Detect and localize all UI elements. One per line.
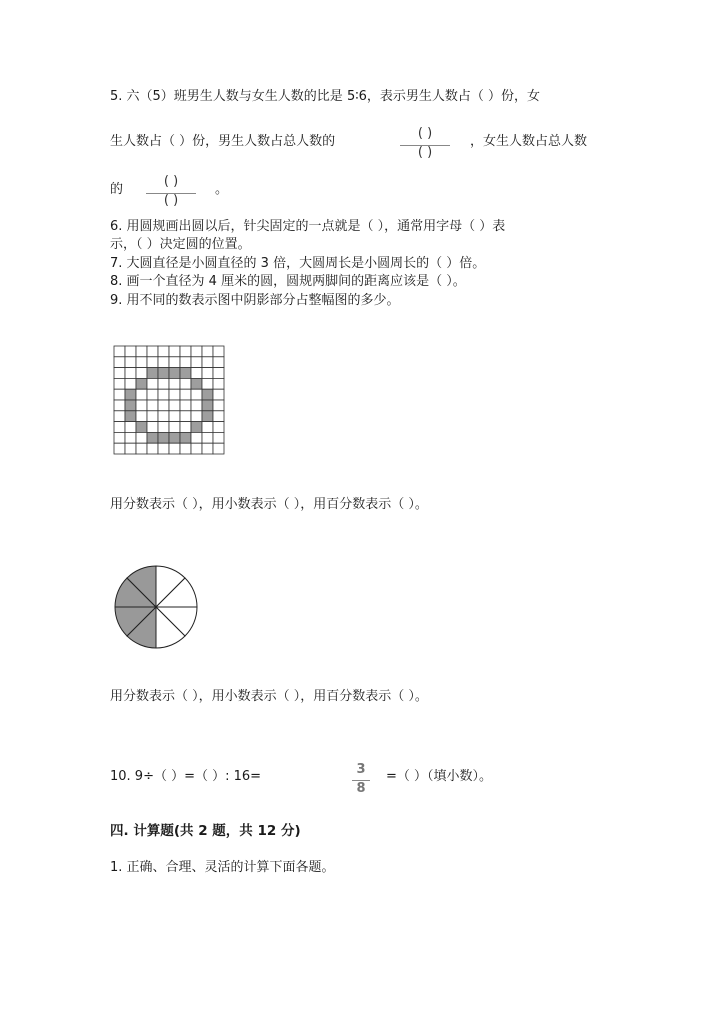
grid-cell-shaded [180, 368, 191, 379]
grid-cell-shaded [180, 432, 191, 443]
grid-cell [125, 346, 136, 357]
grid-cell-shaded [125, 411, 136, 422]
grid-cell [213, 368, 224, 379]
q6-line2: 示，（ ）决定圆的位置。 [110, 237, 251, 252]
grid-cell [136, 443, 147, 454]
grid-cell-shaded [169, 432, 180, 443]
grid-cell [158, 357, 169, 368]
grid-cell-shaded [147, 368, 158, 379]
q10-part-b: =（ ）（填小数）。 [386, 769, 493, 784]
grid-cell-shaded [202, 411, 213, 422]
grid-cell-shaded [125, 389, 136, 400]
grid-cell [169, 411, 180, 422]
grid-cell [202, 443, 213, 454]
grid-cell [114, 368, 125, 379]
grid-cell [191, 346, 202, 357]
grid-cell [191, 411, 202, 422]
grid-cell [191, 400, 202, 411]
grid-cell [158, 411, 169, 422]
grid-cell [213, 389, 224, 400]
grid-cell [147, 411, 158, 422]
grid-cell [136, 368, 147, 379]
grid-cell [136, 346, 147, 357]
grid-cell [180, 443, 191, 454]
grid-cell [213, 411, 224, 422]
grid-cell-shaded [125, 400, 136, 411]
grid-cell [180, 422, 191, 433]
grid-cell [158, 389, 169, 400]
grid-cell [136, 411, 147, 422]
grid-cell [180, 389, 191, 400]
grid-cell [125, 368, 136, 379]
grid-cell-shaded [158, 432, 169, 443]
grid-cell [169, 400, 180, 411]
grid-cell [147, 422, 158, 433]
grid-cell [191, 368, 202, 379]
grid-cell-shaded [202, 389, 213, 400]
grid-cell-shaded [147, 432, 158, 443]
q5-line3-a: 的 [110, 182, 124, 197]
section4-q1: 1. 正确、合理、灵活的计算下面各题。 [110, 860, 335, 875]
grid-cell [180, 357, 191, 368]
fraction-denominator-blank[interactable]: ( ) [417, 145, 433, 160]
q5-fraction-female [146, 174, 196, 212]
grid-cell [180, 411, 191, 422]
grid-cell [114, 346, 125, 357]
grid-cell [213, 378, 224, 389]
shaded-grid-figure [113, 345, 227, 455]
q9-answer-grid: 用分数表示（ ），用小数表示（ ），用百分数表示（ ）。 [110, 497, 428, 512]
grid-cell [213, 443, 224, 454]
grid-cell [147, 400, 158, 411]
grid-cell [136, 432, 147, 443]
q9-answer-pie: 用分数表示（ ），用小数表示（ ），用百分数表示（ ）。 [110, 689, 428, 704]
grid-cell [202, 368, 213, 379]
q5-fraction-male [400, 126, 450, 164]
grid-cell [114, 443, 125, 454]
grid-cell [213, 357, 224, 368]
grid-cell-shaded [136, 422, 147, 433]
grid-cell [202, 422, 213, 433]
fraction-numerator-blank[interactable]: ( ) [417, 126, 433, 141]
q9-text: 9. 用不同的数表示图中阴影部分占整幅图的多少。 [110, 293, 400, 308]
grid-cell [169, 357, 180, 368]
grid-cell [202, 432, 213, 443]
grid-cell [125, 422, 136, 433]
grid-cell [169, 346, 180, 357]
q5-line3-b: 。 [215, 182, 229, 197]
grid-cell [125, 378, 136, 389]
grid-cell [147, 389, 158, 400]
grid-cell [147, 378, 158, 389]
grid-cell [191, 357, 202, 368]
grid-cell [114, 400, 125, 411]
grid-cell [180, 378, 191, 389]
shaded-pie-figure [113, 564, 199, 650]
grid-cell [114, 432, 125, 443]
section-heading: 四. 计算题(共 2 题，共 12 分) [110, 823, 301, 839]
grid-cell-shaded [202, 400, 213, 411]
grid-cell [114, 411, 125, 422]
grid-cell [147, 443, 158, 454]
grid-cell [202, 346, 213, 357]
grid-cell [191, 432, 202, 443]
grid-cell-shaded [136, 378, 147, 389]
grid-cell [202, 357, 213, 368]
q7-text: 7. 大圆直径是小圆直径的 3 倍，大圆周长是小圆周长的（ ）倍。 [110, 256, 486, 271]
grid-cell [125, 432, 136, 443]
grid-cell [114, 389, 125, 400]
grid-cell [180, 400, 191, 411]
q5-line1: 5. 六（5）班男生人数与女生人数的比是 5∶6，表示男生人数占（ ）份，女 [110, 89, 540, 104]
grid-cell [147, 346, 158, 357]
fraction-numerator: 3 [356, 762, 366, 777]
q10-part-a: 10. 9÷（ ）=（ ）: 16= [110, 769, 262, 784]
q5-line2-b: ，女生人数占总人数 [470, 134, 588, 149]
grid-cell [125, 443, 136, 454]
grid-cell-shaded [191, 378, 202, 389]
fraction-denominator: 8 [356, 781, 366, 796]
q8-text: 8. 画一个直径为 4 厘米的圆，圆规两脚间的距离应该是（ ）。 [110, 274, 466, 289]
grid-cell [180, 346, 191, 357]
grid-cell-shaded [158, 368, 169, 379]
grid-cell-shaded [169, 368, 180, 379]
fraction-numerator-blank[interactable]: ( ) [163, 174, 179, 189]
grid-cell [114, 378, 125, 389]
grid-cell [147, 357, 158, 368]
q10-fraction [352, 760, 370, 798]
q5-line2-a: 生人数占（ ）份，男生人数占总人数的 [110, 134, 336, 149]
grid-cell [158, 346, 169, 357]
grid-cell [213, 400, 224, 411]
grid-cell [136, 357, 147, 368]
q6-line1: 6. 用圆规画出圆以后，针尖固定的一点就是（ ），通常用字母（ ）表 [110, 219, 506, 234]
grid-cell-shaded [191, 422, 202, 433]
grid-cell [169, 443, 180, 454]
grid-cell [158, 443, 169, 454]
grid-cell [169, 378, 180, 389]
grid-cell [191, 389, 202, 400]
grid-cell [125, 357, 136, 368]
grid-cell [169, 389, 180, 400]
grid-cell [169, 422, 180, 433]
grid-cell [158, 378, 169, 389]
grid-cell [158, 422, 169, 433]
grid-cell [191, 443, 202, 454]
grid-cell [213, 432, 224, 443]
grid-cell [158, 400, 169, 411]
grid-cell [136, 389, 147, 400]
grid-cell [213, 346, 224, 357]
grid-cell [213, 422, 224, 433]
grid-cell [136, 400, 147, 411]
grid-cell [114, 422, 125, 433]
grid-cell [114, 357, 125, 368]
fraction-denominator-blank[interactable]: ( ) [163, 193, 179, 208]
grid-cell [202, 378, 213, 389]
